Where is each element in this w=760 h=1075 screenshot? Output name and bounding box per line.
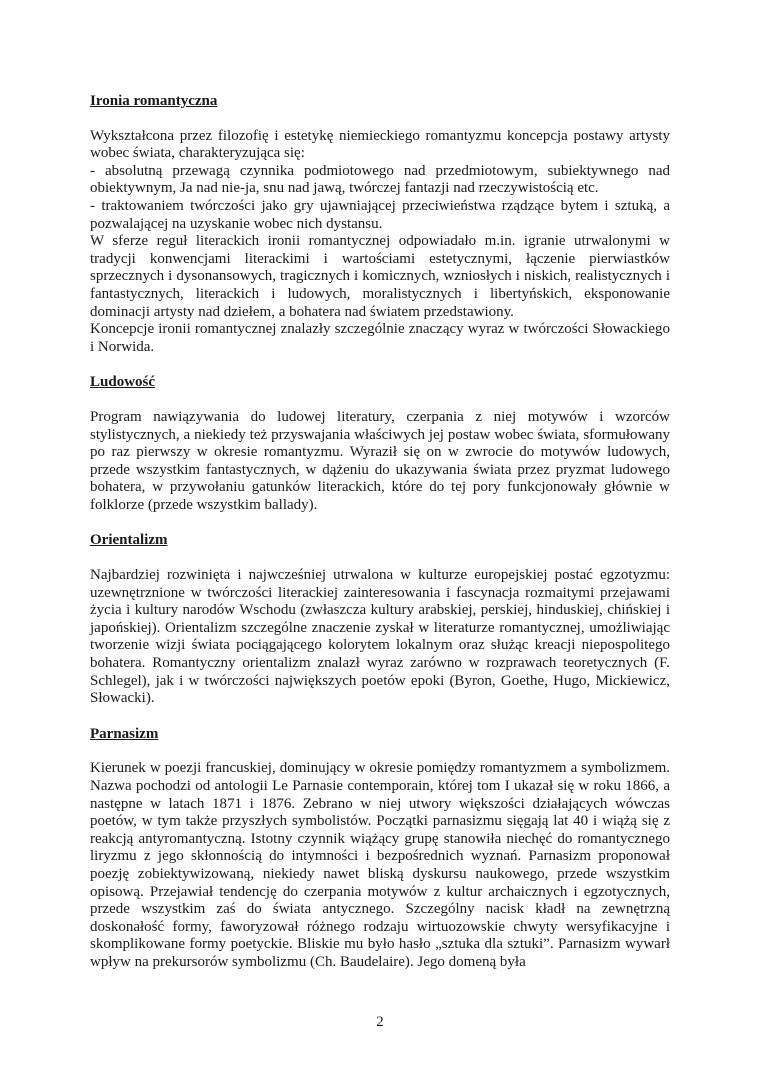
page-number: 2 xyxy=(376,1014,384,1030)
section-heading: Ironia romantyczna xyxy=(90,93,218,109)
paragraph: - absolutną przewagą czynnika podmiotowego nad przedmiotowym, subiektywnego nad obiektywnym, Ja nad nie-ja, snu nad jawą, twórczej fantazji nad rzeczywistością etc. xyxy=(90,162,670,197)
section-parnasizm xyxy=(90,726,670,972)
paragraph: Kierunek w poezji francuskiej, dominujący w okresie pomiędzy romantyzmem a symbolizmem. Nazwa pochodzi od antologii Le Parnasie contemporain, której tom I ukazał się w roku 1866, a następne w latach 1871 i 1876. Zebrano w niej utwory większości działających wówczas poetów, w tym także przyszłych symbolistów. Początki parnasizmu sięgają lat 40 i wiążą się z reakcją antyromantyczną. Istotny czynnik wiążący grupę stanowiła niechęć do romantycznego liryzmu z jego skłonnością do intymności i bezpośrednich wyznań. Parnasizm proponował poezję zobiektywizowaną, niekiedy nawet bliską dyskursu naukowego, przede wszystkim opisową. Przejawiał tendencję do czerpania motywów z kultur archaicznych i egzotycznych, przede wszystkim zaś do świata antycznego. Szczególny nacisk kładł na zewnętrzną doskonałość formy, faworyzował różnego rodzaju wirtuozowskie chwyty wersyfikacyjne i skomplikowane formy poetyckie. Bliskie mu było hasło „sztuka dla sztuki”. Parnasizm wywarł wpływ na prekursorów symbolizmu (Ch. Baudelaire). Jego domeną była xyxy=(90,760,670,970)
section-heading: Ludowość xyxy=(90,374,156,391)
paragraph: Wykształcona przez filozofię i estetykę niemieckiego romantyzmu koncepcja postawy artysty wobec świata, charakteryzująca się: xyxy=(90,127,670,162)
section-ironia xyxy=(90,93,670,356)
paragraph: W sferze reguł literackich ironii romantycznej odpowiadało m.in. igranie utrwalonymi w tradycji konwencjami literackimi i wartościami estetycznymi, łączenie pierwiastków sprzecznych i dysonansowych, tragicznych i komicznych, wzniosłych i niskich, realistycznych i fantastycznych, literackich i ludowych, moralistycznych i libertyńskich, eksponowanie dominacji artysty nad dziełem, a bohatera nad światem przedstawiony. xyxy=(90,233,670,320)
section-heading: Orientalizm xyxy=(90,532,168,549)
paragraph: Program nawiązywania do ludowej literatury, czerpania z niej motywów i wzorców stylistycznych, a niekiedy też przyswajania właściwych jej postaw wobec świata, sformułowany po raz pierwszy w okresie romantyzmu. Wyraził się on w zwrocie do motywów ludowych, przede wszystkim fantastycznych, w dążeniu do ukazywania świata przez pryzmat ludowego bohatera, w przywołaniu gatunków literackich, które do tej pory funkcjonowały głównie w folklorze (przede wszystkim ballady). xyxy=(90,408,670,513)
document-body xyxy=(90,93,670,972)
section-ludowosc xyxy=(90,374,670,514)
paragraph: Najbardziej rozwinięta i najwcześniej utrwalona w kulturze europejskiej postać egzotyzmu: uzewnętrznione w twórczości literackiej zainteresowania i fascynacja rozmaitymi przejawami życia i kultury narodów Wschodu (zwłaszcza kultury arabskiej, perskiej, hinduskiej, chińskiej i japońskiej). Orientalizm szczególne znaczenie zyskał w literaturze romantycznej, umożliwiając tworzenie wizji świata pociągającego kolorytem lokalnym oraz służąc kreacji niepospolitego bohatera. Romantyczny orientalizm znalazł wyraz zarówno w rozprawach teoretycznych (F. Schlegel), jak i w twórczości największych poetów epoki (Byron, Goethe, Hugo, Mickiewicz, Słowacki). xyxy=(90,567,670,707)
paragraph: Koncepcje ironii romantycznej znalazły szczególnie znaczący wyraz w twórczości Słowackiego i Norwida. xyxy=(90,321,670,355)
section-heading: Parnasizm xyxy=(90,725,159,742)
paragraph: - traktowaniem twórczości jako gry ujawniającej przeciwieństwa rządzące bytem i sztuką, a pozwalającej na uzyskanie wobec nich dystansu. xyxy=(90,197,670,232)
section-orientalizm xyxy=(90,532,670,707)
